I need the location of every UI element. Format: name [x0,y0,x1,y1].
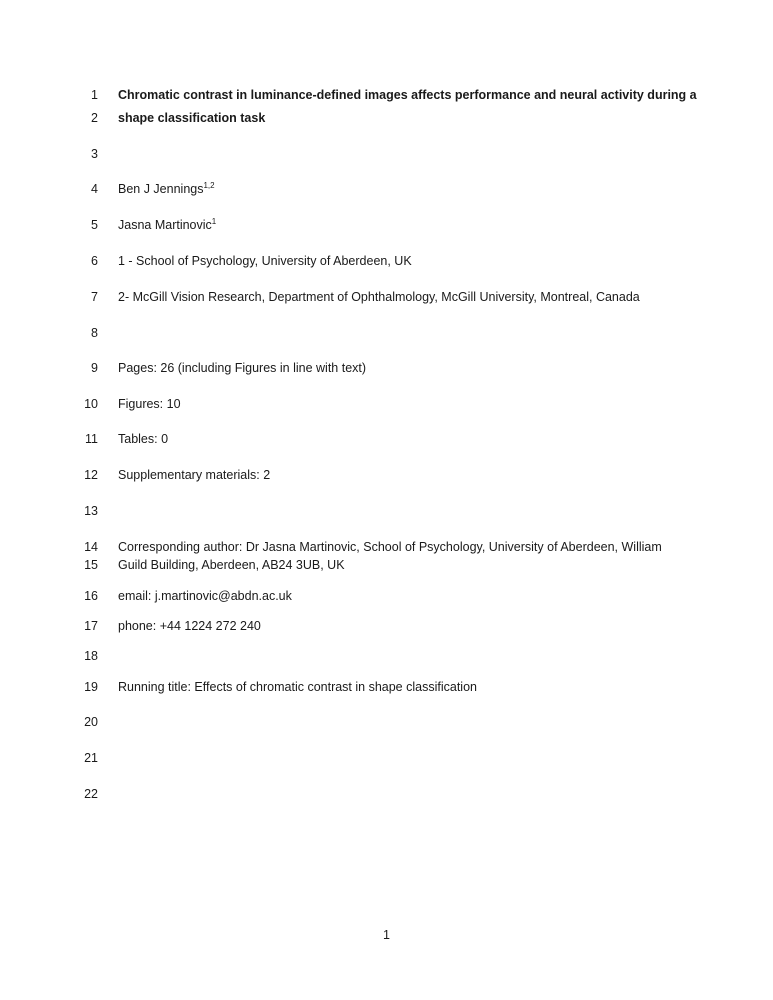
line-20 [84,713,118,731]
line-3 [84,145,118,163]
line-6 [84,252,412,270]
line-number: 21 [84,751,98,765]
page-number: 1 [383,928,390,942]
line-number: 9 [91,361,98,375]
line-number: 10 [84,397,98,411]
line-10 [84,395,181,413]
line-2 [84,109,265,127]
line-number: 20 [84,715,98,729]
line-number: 8 [91,326,98,340]
author-2: Jasna Martinovic$^1$ [118,216,217,232]
line-15 [84,556,345,574]
line-number: 7 [91,290,98,304]
running-title: Running title: Effects of chromatic contrast in shape classification [118,680,477,694]
pages-info: Pages: 26 (including Figures in line with text) [118,361,367,375]
tables-info: Tables: 0 [118,432,169,446]
line-5 [84,216,216,234]
line-number: 13 [84,504,98,518]
figures-info: Figures: 10 [118,397,181,411]
line-13 [84,502,118,520]
line-14 [84,538,662,556]
email: email: j.martinovic@abdn.ac.uk [118,589,292,603]
line-number: 6 [91,254,98,268]
line-number: 12 [84,468,98,482]
author-affiliation-sup: 1,2 [203,180,215,190]
line-number: 5 [91,218,98,232]
line-17 [84,617,261,635]
line-18 [84,647,118,665]
line-number: 18 [84,649,98,663]
line-number: 15 [84,558,98,572]
line-4 [84,180,215,198]
paper-title-continued: shape classification task [118,111,266,125]
line-number: 19 [84,680,98,694]
affiliation-1: 1 - School of Psychology, University of Aberdeen, UK [118,254,412,268]
author-affiliation-sup: 1 [211,216,217,226]
line-number: 1 [91,88,98,102]
line-9 [84,359,366,377]
line-12 [84,466,270,484]
line-number: 16 [84,589,98,603]
supplementary-info: Supplementary materials: 2 [118,468,271,482]
author-1: Ben J Jennings$^{1,2}$ [118,180,215,196]
line-8 [84,324,118,342]
corresponding-address: Guild Building, Aberdeen, AB24 3UB, UK [118,558,345,572]
line-19 [84,678,477,696]
line-number: 14 [84,540,98,554]
line-1 [84,86,697,104]
line-number: 11 [85,432,98,446]
line-number: 2 [91,111,98,125]
paper-title: Chromatic contrast in luminance-defined images affects performance and neural activity during a [118,88,697,102]
line-22 [84,785,118,803]
line-number: 17 [84,619,98,633]
line-number: 3 [91,147,98,161]
corresponding-author: Corresponding author: Dr Jasna Martinovic, School of Psychology, University of Aberdeen, William [118,540,662,554]
line-11 [84,430,168,448]
line-7 [84,288,640,306]
phone: phone: +44 1224 272 240 [118,619,261,633]
line-number: 22 [84,787,98,801]
affiliation-2: 2- McGill Vision Research, Department of Ophthalmology, McGill University, Montreal, Canada [118,290,640,304]
line-16 [84,587,292,605]
line-21 [84,749,118,767]
line-number: 4 [91,182,98,196]
